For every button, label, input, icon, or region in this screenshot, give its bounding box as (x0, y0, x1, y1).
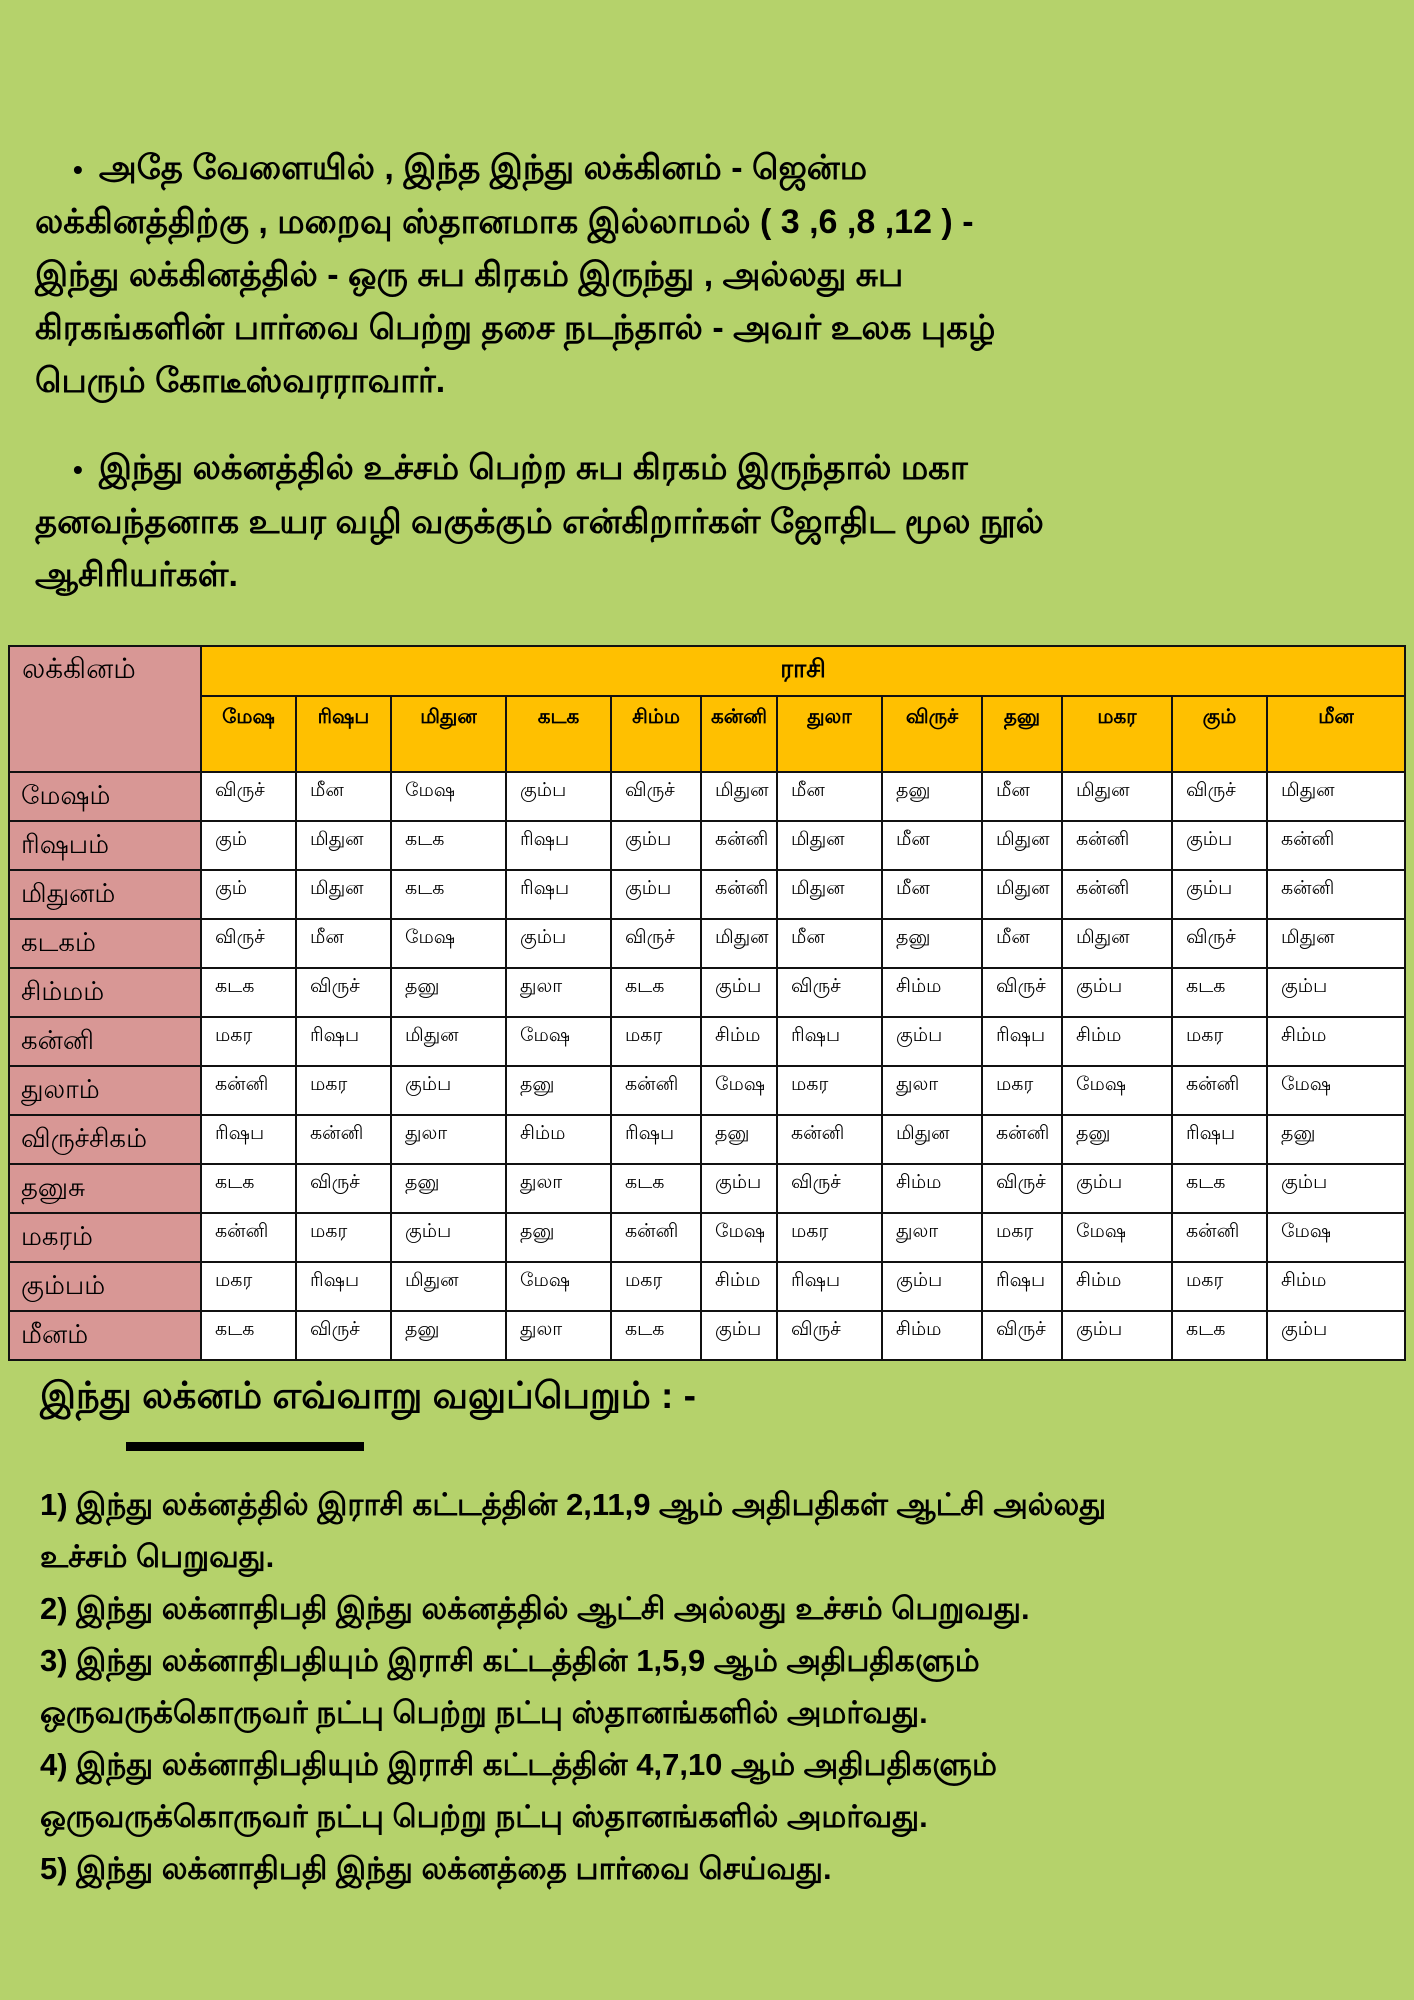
table-cell: மிதுன (777, 821, 882, 870)
table-cell: சிம்ம (882, 968, 982, 1017)
table-cell: கடக (201, 1164, 296, 1213)
table-cell: மேஷ (701, 1213, 777, 1262)
table-cell: மகர (611, 1017, 701, 1066)
table-cell: மிதுன (391, 1017, 506, 1066)
table-cell: கடக (391, 821, 506, 870)
table-cell: சிம்ம (701, 1262, 777, 1311)
row-label-8: விருச்சிகம் (9, 1115, 201, 1164)
table-cell: மேஷ (391, 919, 506, 968)
rule-item-4: 4) இந்து லக்னாதிபதியும் இராசி கட்டத்தின் 4,7,10 ஆம் அதிபதிகளும் ஒருவருக்கொருவர் நட்பு பெற்று நட்பு ஸ்தானங்களில் அமர்வது. (40, 1747, 997, 1834)
table-cell: விருச் (777, 1311, 882, 1360)
table-cell: கும்ப (391, 1066, 506, 1115)
table-row-5 (9, 968, 1405, 1017)
column-header-5: சிம்ம (611, 696, 701, 772)
table-cell: மகர (201, 1017, 296, 1066)
table-cell: துலா (882, 1213, 982, 1262)
table-row-12 (9, 1311, 1405, 1360)
column-header-8: விருச் (882, 696, 982, 772)
table-cell: கன்னி (296, 1115, 391, 1164)
table-cell: மேஷ (506, 1017, 611, 1066)
table-cell: மிதுன (1062, 772, 1172, 821)
column-header-10: மகர (1062, 696, 1172, 772)
table-cell: ரிஷப (1172, 1115, 1267, 1164)
table-cell: விருச் (1172, 919, 1267, 968)
table-cell: மேஷ (506, 1262, 611, 1311)
table-cell: கன்னி (1062, 821, 1172, 870)
table-cell: கன்னி (982, 1115, 1062, 1164)
table-cell: மேஷ (1062, 1066, 1172, 1115)
table-cell: மிதுன (1062, 919, 1172, 968)
table-cell: கடக (201, 968, 296, 1017)
row-label-3: மிதுனம் (9, 870, 201, 919)
table-cell: விருச் (777, 1164, 882, 1213)
corner-header-lagna: லக்கினம் (9, 646, 201, 772)
rule-item-1: 1) இந்து லக்னத்தில் இராசி கட்டத்தின் 2,11,9 ஆம் அதிபதிகள் ஆட்சி அல்லது உச்சம் பெறுவது. (40, 1487, 1107, 1574)
table-cell: மகர (611, 1262, 701, 1311)
table-cell: சிம்ம (882, 1164, 982, 1213)
table-cell: கடக (201, 1311, 296, 1360)
table-cell: கன்னி (611, 1213, 701, 1262)
table-cell: தனு (701, 1115, 777, 1164)
table-cell: மேஷ (391, 772, 506, 821)
table-cell: கும்ப (701, 968, 777, 1017)
row-label-7: துலாம் (9, 1066, 201, 1115)
table-cell: கும்ப (1267, 1311, 1405, 1360)
row-label-12: மீனம் (9, 1311, 201, 1360)
table-cell: சிம்ம (701, 1017, 777, 1066)
table-cell: கும்ப (506, 919, 611, 968)
table-cell: தனு (882, 772, 982, 821)
table-cell: விருச் (296, 1311, 391, 1360)
table-cell: துலா (506, 968, 611, 1017)
table-cell: மிதுன (1267, 919, 1405, 968)
table-cell: விருச் (201, 919, 296, 968)
table-cell: கடக (1172, 1164, 1267, 1213)
table-cell: தனு (391, 968, 506, 1017)
table-cell: மேஷ (701, 1066, 777, 1115)
table-cell: விருச் (201, 772, 296, 821)
table-cell: விருச் (982, 968, 1062, 1017)
table-cell: சிம்ம (1062, 1262, 1172, 1311)
table-cell: கடக (611, 1164, 701, 1213)
rule-item-2: 2) இந்து லக்னாதிபதி இந்து லக்னத்தில் ஆட்சி அல்லது உச்சம் பெறுவது. (40, 1591, 1030, 1626)
table-cell: கன்னி (777, 1115, 882, 1164)
table-cell: கும்ப (701, 1164, 777, 1213)
column-header-11: கும் (1172, 696, 1267, 772)
table-row-4 (9, 919, 1405, 968)
table-cell: கும் (201, 870, 296, 919)
table-row-8 (9, 1115, 1405, 1164)
table-cell: கடக (1172, 968, 1267, 1017)
table-cell: ரிஷப (777, 1262, 882, 1311)
table-cell: ரிஷப (296, 1017, 391, 1066)
table-cell: கன்னி (201, 1066, 296, 1115)
table-row-3 (9, 870, 1405, 919)
table-cell: மேஷ (1062, 1213, 1172, 1262)
column-header-4: கடக (506, 696, 611, 772)
table-cell: கன்னி (701, 870, 777, 919)
table-row-6 (9, 1017, 1405, 1066)
column-header-9: தனு (982, 696, 1062, 772)
table-cell: மீன (982, 772, 1062, 821)
table-cell: மகர (1172, 1262, 1267, 1311)
intro-bullet-1 (35, 142, 1055, 408)
table-cell: மீன (882, 870, 982, 919)
table-cell: துலா (506, 1164, 611, 1213)
table-cell: மிதுன (777, 870, 882, 919)
table-cell: மேஷ (1267, 1213, 1405, 1262)
table-cell: சிம்ம (1062, 1017, 1172, 1066)
table-cell: கும்ப (1172, 821, 1267, 870)
table-cell: ரிஷப (611, 1115, 701, 1164)
table-cell: மகர (296, 1066, 391, 1115)
intro-bullet-1-text: அதே வேளையில் , இந்த இந்து லக்கினம் - ஜென்ம லக்கினத்திற்கு , மறைவு ஸ்தானமாக இல்லாமல் ( 3 ,6 ,8 ,12 ) - இந்து லக்கினத்தில் - ஒரு சுப கிரகம் இருந்து , அல்லது சுப கிரகங்களின் பார்வை பெற்று தசை நடந்தால் - அவர் உலக புகழ் பெரும் கோடீஸ்வரராவார். (35, 149, 996, 400)
table-cell: கும்ப (1267, 1164, 1405, 1213)
table-row-11 (9, 1262, 1405, 1311)
group-header-rasi: ராசி (201, 646, 1405, 696)
table-cell: தனு (391, 1164, 506, 1213)
table-cell: மகர (982, 1213, 1062, 1262)
table-cell: விருச் (611, 919, 701, 968)
row-label-4: கடகம் (9, 919, 201, 968)
table-cell: ரிஷப (982, 1017, 1062, 1066)
row-label-11: கும்பம் (9, 1262, 201, 1311)
table-row-7 (9, 1066, 1405, 1115)
table-cell: கடக (611, 968, 701, 1017)
row-label-9: தனுசு (9, 1164, 201, 1213)
heading-underline (126, 1442, 364, 1451)
table-cell: கும்ப (1172, 870, 1267, 919)
row-label-10: மகரம் (9, 1213, 201, 1262)
table-cell: துலா (506, 1311, 611, 1360)
row-label-6: கன்னி (9, 1017, 201, 1066)
table-cell: கும்ப (882, 1262, 982, 1311)
table-cell: மிதுன (701, 919, 777, 968)
table-row-10 (9, 1213, 1405, 1262)
table-cell: தனு (506, 1213, 611, 1262)
table-cell: ரிஷப (296, 1262, 391, 1311)
column-header-2: ரிஷப (296, 696, 391, 772)
table-cell: மிதுன (882, 1115, 982, 1164)
table-row-1 (9, 772, 1405, 821)
table-cell: கன்னி (1267, 870, 1405, 919)
table-cell: கன்னி (611, 1066, 701, 1115)
table-cell: மீன (296, 772, 391, 821)
table-cell: மிதுன (701, 772, 777, 821)
intro-section (35, 108, 1055, 636)
table-cell: கும்ப (1062, 968, 1172, 1017)
column-header-6: கன்னி (701, 696, 777, 772)
table-cell: துலா (882, 1066, 982, 1115)
table-cell: கன்னி (1172, 1066, 1267, 1115)
table-cell: மிதுன (296, 870, 391, 919)
section-heading: இந்து லக்னம் எவ்வாறு வலுப்பெறும் : - (40, 1375, 696, 1416)
table-header-columns-row (9, 696, 1405, 772)
column-header-1: மேஷ (201, 696, 296, 772)
table-cell: விருச் (1172, 772, 1267, 821)
table-cell: மீன (882, 821, 982, 870)
table-cell: மிதுன (296, 821, 391, 870)
table-cell: மகர (777, 1213, 882, 1262)
table-cell: கடக (611, 1311, 701, 1360)
row-label-1: மேஷம் (9, 772, 201, 821)
table-cell: கும்ப (701, 1311, 777, 1360)
table-row-2 (9, 821, 1405, 870)
table-cell: ரிஷப (506, 821, 611, 870)
table-cell: தனு (882, 919, 982, 968)
table-cell: கன்னி (1062, 870, 1172, 919)
table-cell: சிம்ம (1267, 1262, 1405, 1311)
table-cell: கும்ப (391, 1213, 506, 1262)
table-cell: கும்ப (882, 1017, 982, 1066)
row-label-2: ரிஷபம் (9, 821, 201, 870)
table-cell: கடக (391, 870, 506, 919)
bullet-icon: • (73, 454, 83, 485)
table-cell: தனு (1267, 1115, 1405, 1164)
table-cell: விருச் (296, 1164, 391, 1213)
table-cell: கும்ப (1062, 1164, 1172, 1213)
table-cell: துலா (391, 1115, 506, 1164)
table-cell: ரிஷப (777, 1017, 882, 1066)
column-header-3: மிதுன (391, 696, 506, 772)
rule-item-5: 5) இந்து லக்னாதிபதி இந்து லக்னத்தை பார்வை செய்வது. (40, 1851, 832, 1886)
table-cell: மீன (777, 772, 882, 821)
table-cell: கும்ப (1062, 1311, 1172, 1360)
strength-section (40, 1375, 1160, 1895)
table-cell: கடக (1172, 1311, 1267, 1360)
table-cell: விருச் (982, 1311, 1062, 1360)
rules-list (40, 1479, 1160, 1895)
table-cell: மகர (982, 1066, 1062, 1115)
table-cell: கன்னி (701, 821, 777, 870)
table-cell: விருச் (777, 968, 882, 1017)
table-cell: கும்ப (1267, 968, 1405, 1017)
table-cell: மிதுன (391, 1262, 506, 1311)
table-cell: சிம்ம (1267, 1017, 1405, 1066)
intro-bullet-2-text: இந்து லக்னத்தில் உச்சம் பெற்ற சுப கிரகம் இருந்தால் மகா தனவந்தனாக உயர வழி வகுக்கும் என்கிறார்கள் ஜோதிட மூல நூல் ஆசிரியர்கள். (35, 449, 1044, 594)
table-row-9 (9, 1164, 1405, 1213)
table-cell: மகர (201, 1262, 296, 1311)
row-label-5: சிம்மம் (9, 968, 201, 1017)
table-cell: மகர (777, 1066, 882, 1115)
column-header-12: மீன (1267, 696, 1405, 772)
table-header-group-row (9, 646, 1405, 696)
table-cell: மிதுன (982, 821, 1062, 870)
table-cell: மீன (296, 919, 391, 968)
column-header-7: துலா (777, 696, 882, 772)
table-cell: ரிஷப (982, 1262, 1062, 1311)
table-cell: மீன (982, 919, 1062, 968)
table-cell: கும் (201, 821, 296, 870)
table-cell: விருச் (296, 968, 391, 1017)
lagna-rasi-table (8, 645, 1406, 1361)
table-cell: மகர (296, 1213, 391, 1262)
table-cell: கன்னி (201, 1213, 296, 1262)
table-cell: மிதுன (982, 870, 1062, 919)
table-cell: கும்ப (611, 870, 701, 919)
table-cell: மேஷ (1267, 1066, 1405, 1115)
table-cell: கும்ப (611, 821, 701, 870)
table-cell: சிம்ம (506, 1115, 611, 1164)
table-cell: விருச் (611, 772, 701, 821)
table-cell: கன்னி (1267, 821, 1405, 870)
table-cell: கன்னி (1172, 1213, 1267, 1262)
table-cell: சிம்ம (882, 1311, 982, 1360)
table-cell: ரிஷப (506, 870, 611, 919)
intro-bullet-2 (35, 442, 1055, 602)
table-cell: தனு (506, 1066, 611, 1115)
table-cell: கும்ப (506, 772, 611, 821)
table-cell: மகர (1172, 1017, 1267, 1066)
rule-item-3: 3) இந்து லக்னாதிபதியும் இராசி கட்டத்தின் 1,5,9 ஆம் அதிபதிகளும் ஒருவருக்கொருவர் நட்பு பெற்று நட்பு ஸ்தானங்களில் அமர்வது. (40, 1643, 980, 1730)
table-cell: தனு (1062, 1115, 1172, 1164)
table-cell: ரிஷப (201, 1115, 296, 1164)
table-cell: விருச் (982, 1164, 1062, 1213)
bullet-icon: • (73, 154, 83, 185)
table-cell: மிதுன (1267, 772, 1405, 821)
table-cell: மீன (777, 919, 882, 968)
table-cell: தனு (391, 1311, 506, 1360)
